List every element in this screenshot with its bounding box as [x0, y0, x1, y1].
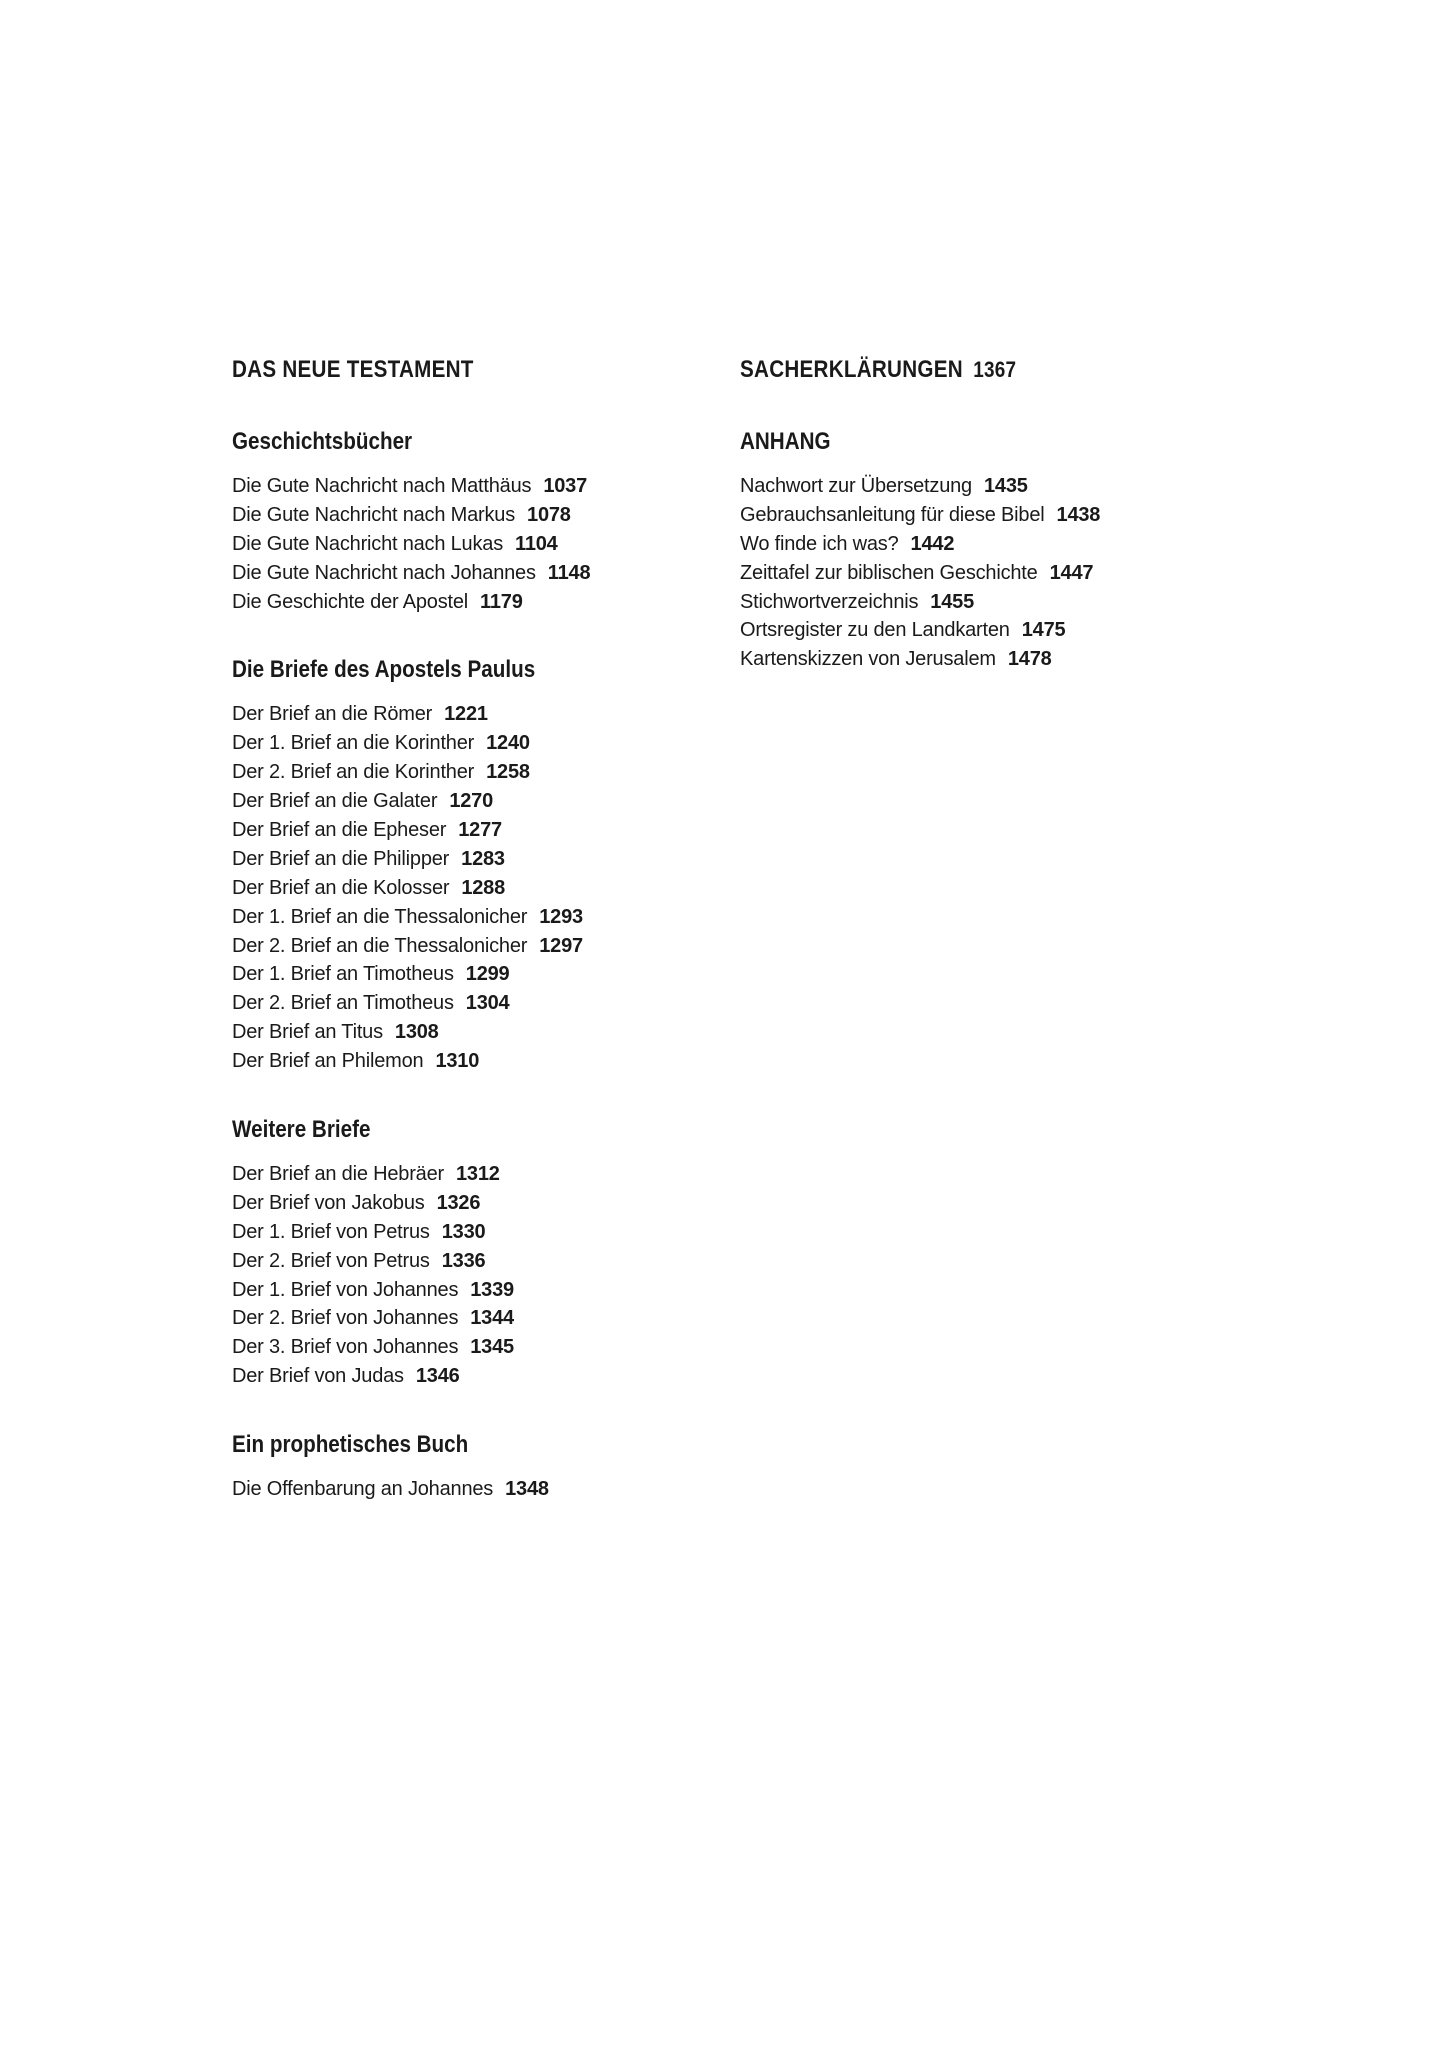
toc-entry[interactable]: [232, 758, 712, 787]
entry-page: 1330: [441, 1220, 486, 1243]
entry-title: Nachwort zur Übersetzung: [740, 475, 972, 497]
heading-text: SACHERKLÄRUNGEN: [740, 356, 963, 383]
entry-title: Die Offenbarung an Johannes: [232, 1478, 494, 1501]
entry-list: [232, 1160, 712, 1391]
toc-entry[interactable]: [740, 588, 1260, 617]
section-heading: Geschichtsbücher: [232, 428, 413, 455]
entry-page: 1336: [441, 1249, 486, 1272]
entry-list: [740, 472, 1260, 674]
entry-title: Der Brief an die Epheser: [232, 819, 447, 842]
section-heading: Die Briefe des Apostels Paulus: [232, 656, 536, 684]
toc-right-column: [740, 352, 1260, 674]
toc-entry[interactable]: [232, 874, 712, 903]
entry-page: 1288: [461, 876, 506, 899]
entry-page: 1221: [444, 703, 488, 726]
section-heading: ANHANG: [740, 428, 831, 455]
entry-title: Der 2. Brief an die Korinther: [232, 761, 475, 784]
entry-page: 1345: [470, 1336, 514, 1359]
toc-section-prophetic-book: [232, 1427, 712, 1504]
toc-entry[interactable]: [232, 1333, 712, 1362]
entry-title: Der Brief von Jakobus: [232, 1191, 425, 1214]
entry-page: 1326: [436, 1191, 481, 1214]
entry-page: 1297: [539, 934, 583, 957]
entry-list: [232, 472, 712, 616]
entry-page: 1299: [465, 963, 510, 986]
entry-page: 1442: [910, 532, 955, 555]
entry-title: Die Gute Nachricht nach Markus: [232, 503, 516, 526]
entry-page: 1277: [458, 819, 502, 842]
entry-title: Der 1. Brief von Johannes: [232, 1278, 459, 1301]
entry-page: 1148: [547, 561, 591, 584]
toc-section-other-letters: [232, 1112, 712, 1391]
toc-entry[interactable]: [232, 1475, 712, 1504]
entry-title: Der Brief an die Kolosser: [232, 876, 450, 899]
entry-page: 1078: [527, 503, 571, 526]
entry-page: 1348: [505, 1478, 549, 1501]
toc-entry[interactable]: [232, 1018, 712, 1047]
entry-title: Der Brief an die Hebräer: [232, 1163, 444, 1186]
toc-main-heading-glossary[interactable]: [740, 352, 1187, 388]
entry-page: 1478: [1007, 648, 1052, 671]
entry-title: Die Gute Nachricht nach Matthäus: [232, 475, 532, 497]
entry-title: Der Brief an Philemon: [232, 1050, 424, 1073]
entry-page: 1104: [515, 532, 558, 555]
toc-entry[interactable]: [232, 903, 712, 932]
entry-page: 1346: [415, 1365, 460, 1388]
entry-page: 1344: [470, 1307, 514, 1330]
section-heading: Weitere Briefe: [232, 1116, 371, 1144]
entry-title: Der 2. Brief an die Thessalonicher: [232, 934, 528, 957]
toc-entry[interactable]: [232, 1304, 712, 1333]
toc-entry[interactable]: [740, 616, 1260, 645]
entry-page: 1179: [480, 590, 523, 613]
section-heading: Ein prophetisches Buch: [232, 1431, 469, 1459]
entry-page: 1435: [983, 475, 1028, 497]
entry-title: Der Brief an die Philipper: [232, 847, 450, 870]
toc-entry[interactable]: [232, 1189, 712, 1218]
toc-entry[interactable]: [232, 1047, 712, 1076]
entry-title: Der 1. Brief an Timotheus: [232, 963, 454, 986]
toc-entry[interactable]: [232, 1276, 712, 1305]
entry-page: 1455: [930, 590, 974, 613]
toc-entry[interactable]: [232, 1160, 712, 1189]
entry-page: 1447: [1049, 561, 1094, 584]
entry-title: Stichwortverzeichnis: [740, 590, 919, 613]
toc-entry[interactable]: [740, 559, 1260, 588]
entry-page: 1037: [543, 475, 588, 497]
entry-page: 1304: [465, 992, 510, 1015]
toc-entry[interactable]: [232, 1362, 712, 1391]
entry-page: 1283: [461, 847, 505, 870]
entry-title: Zeittafel zur biblischen Geschichte: [740, 561, 1038, 584]
heading-text: DAS NEUE TESTAMENT: [232, 356, 474, 383]
toc-section-history-books: [232, 424, 712, 616]
entry-title: Der 2. Brief von Petrus: [232, 1249, 430, 1272]
toc-entry[interactable]: [232, 845, 712, 874]
toc-section-pauline-letters: [232, 652, 712, 1076]
toc-main-heading-new-testament: [232, 352, 645, 388]
entry-title: Kartenskizzen von Jerusalem: [740, 648, 996, 671]
entry-page: 1475: [1021, 619, 1066, 642]
heading-page: 1367: [973, 357, 1017, 382]
entry-page: 1339: [470, 1278, 514, 1301]
entry-page: 1240: [486, 732, 530, 755]
entry-title: Der 2. Brief von Johannes: [232, 1307, 459, 1330]
toc-entry[interactable]: [232, 816, 712, 845]
toc-entry[interactable]: [232, 530, 712, 559]
entry-title: Die Geschichte der Apostel: [232, 590, 469, 613]
entry-page: 1270: [449, 790, 494, 813]
toc-entry[interactable]: [232, 932, 712, 961]
entry-list: [232, 1475, 712, 1504]
entry-title: Ortsregister zu den Landkarten: [740, 619, 1010, 642]
toc-entry[interactable]: [232, 960, 712, 989]
toc-entry[interactable]: [232, 559, 712, 588]
entry-page: 1308: [394, 1021, 439, 1044]
toc-entry[interactable]: [232, 472, 712, 501]
entry-page: 1293: [539, 905, 583, 928]
toc-entry[interactable]: [740, 530, 1260, 559]
toc-entry[interactable]: [232, 700, 712, 729]
entry-title: Der 3. Brief von Johannes: [232, 1336, 459, 1359]
toc-entry[interactable]: [232, 1247, 712, 1276]
entry-title: Der Brief an die Römer: [232, 703, 433, 726]
entry-page: 1258: [486, 761, 530, 784]
entry-title: Wo finde ich was?: [740, 532, 899, 555]
entry-title: Gebrauchsanleitung für diese Bibel: [740, 503, 1045, 526]
toc-entry[interactable]: [740, 645, 1260, 674]
entry-title: Der Brief an Titus: [232, 1021, 383, 1044]
entry-page: 1312: [455, 1163, 500, 1186]
toc-entry[interactable]: [740, 472, 1260, 501]
toc-left-column: [232, 352, 712, 1504]
entry-title: Der 1. Brief von Petrus: [232, 1220, 430, 1243]
toc-entry[interactable]: [740, 501, 1260, 530]
toc-entry[interactable]: [232, 1218, 712, 1247]
entry-title: Der Brief von Judas: [232, 1365, 404, 1388]
toc-section-appendix: [740, 424, 1260, 674]
entry-title: Der Brief an die Galater: [232, 790, 438, 813]
toc-entry[interactable]: [232, 787, 712, 816]
toc-entry[interactable]: [232, 501, 712, 530]
entry-title: Die Gute Nachricht nach Lukas: [232, 532, 504, 555]
toc-entry[interactable]: [232, 588, 712, 617]
entry-list: [232, 700, 712, 1076]
entry-page: 1310: [435, 1050, 480, 1073]
entry-title: Der 2. Brief an Timotheus: [232, 992, 454, 1015]
entry-title: Der 1. Brief an die Korinther: [232, 732, 475, 755]
entry-title: Der 1. Brief an die Thessalonicher: [232, 905, 528, 928]
entry-page: 1438: [1056, 503, 1101, 526]
toc-entry[interactable]: [232, 729, 712, 758]
entry-title: Die Gute Nachricht nach Johannes: [232, 561, 536, 584]
toc-entry[interactable]: [232, 989, 712, 1018]
